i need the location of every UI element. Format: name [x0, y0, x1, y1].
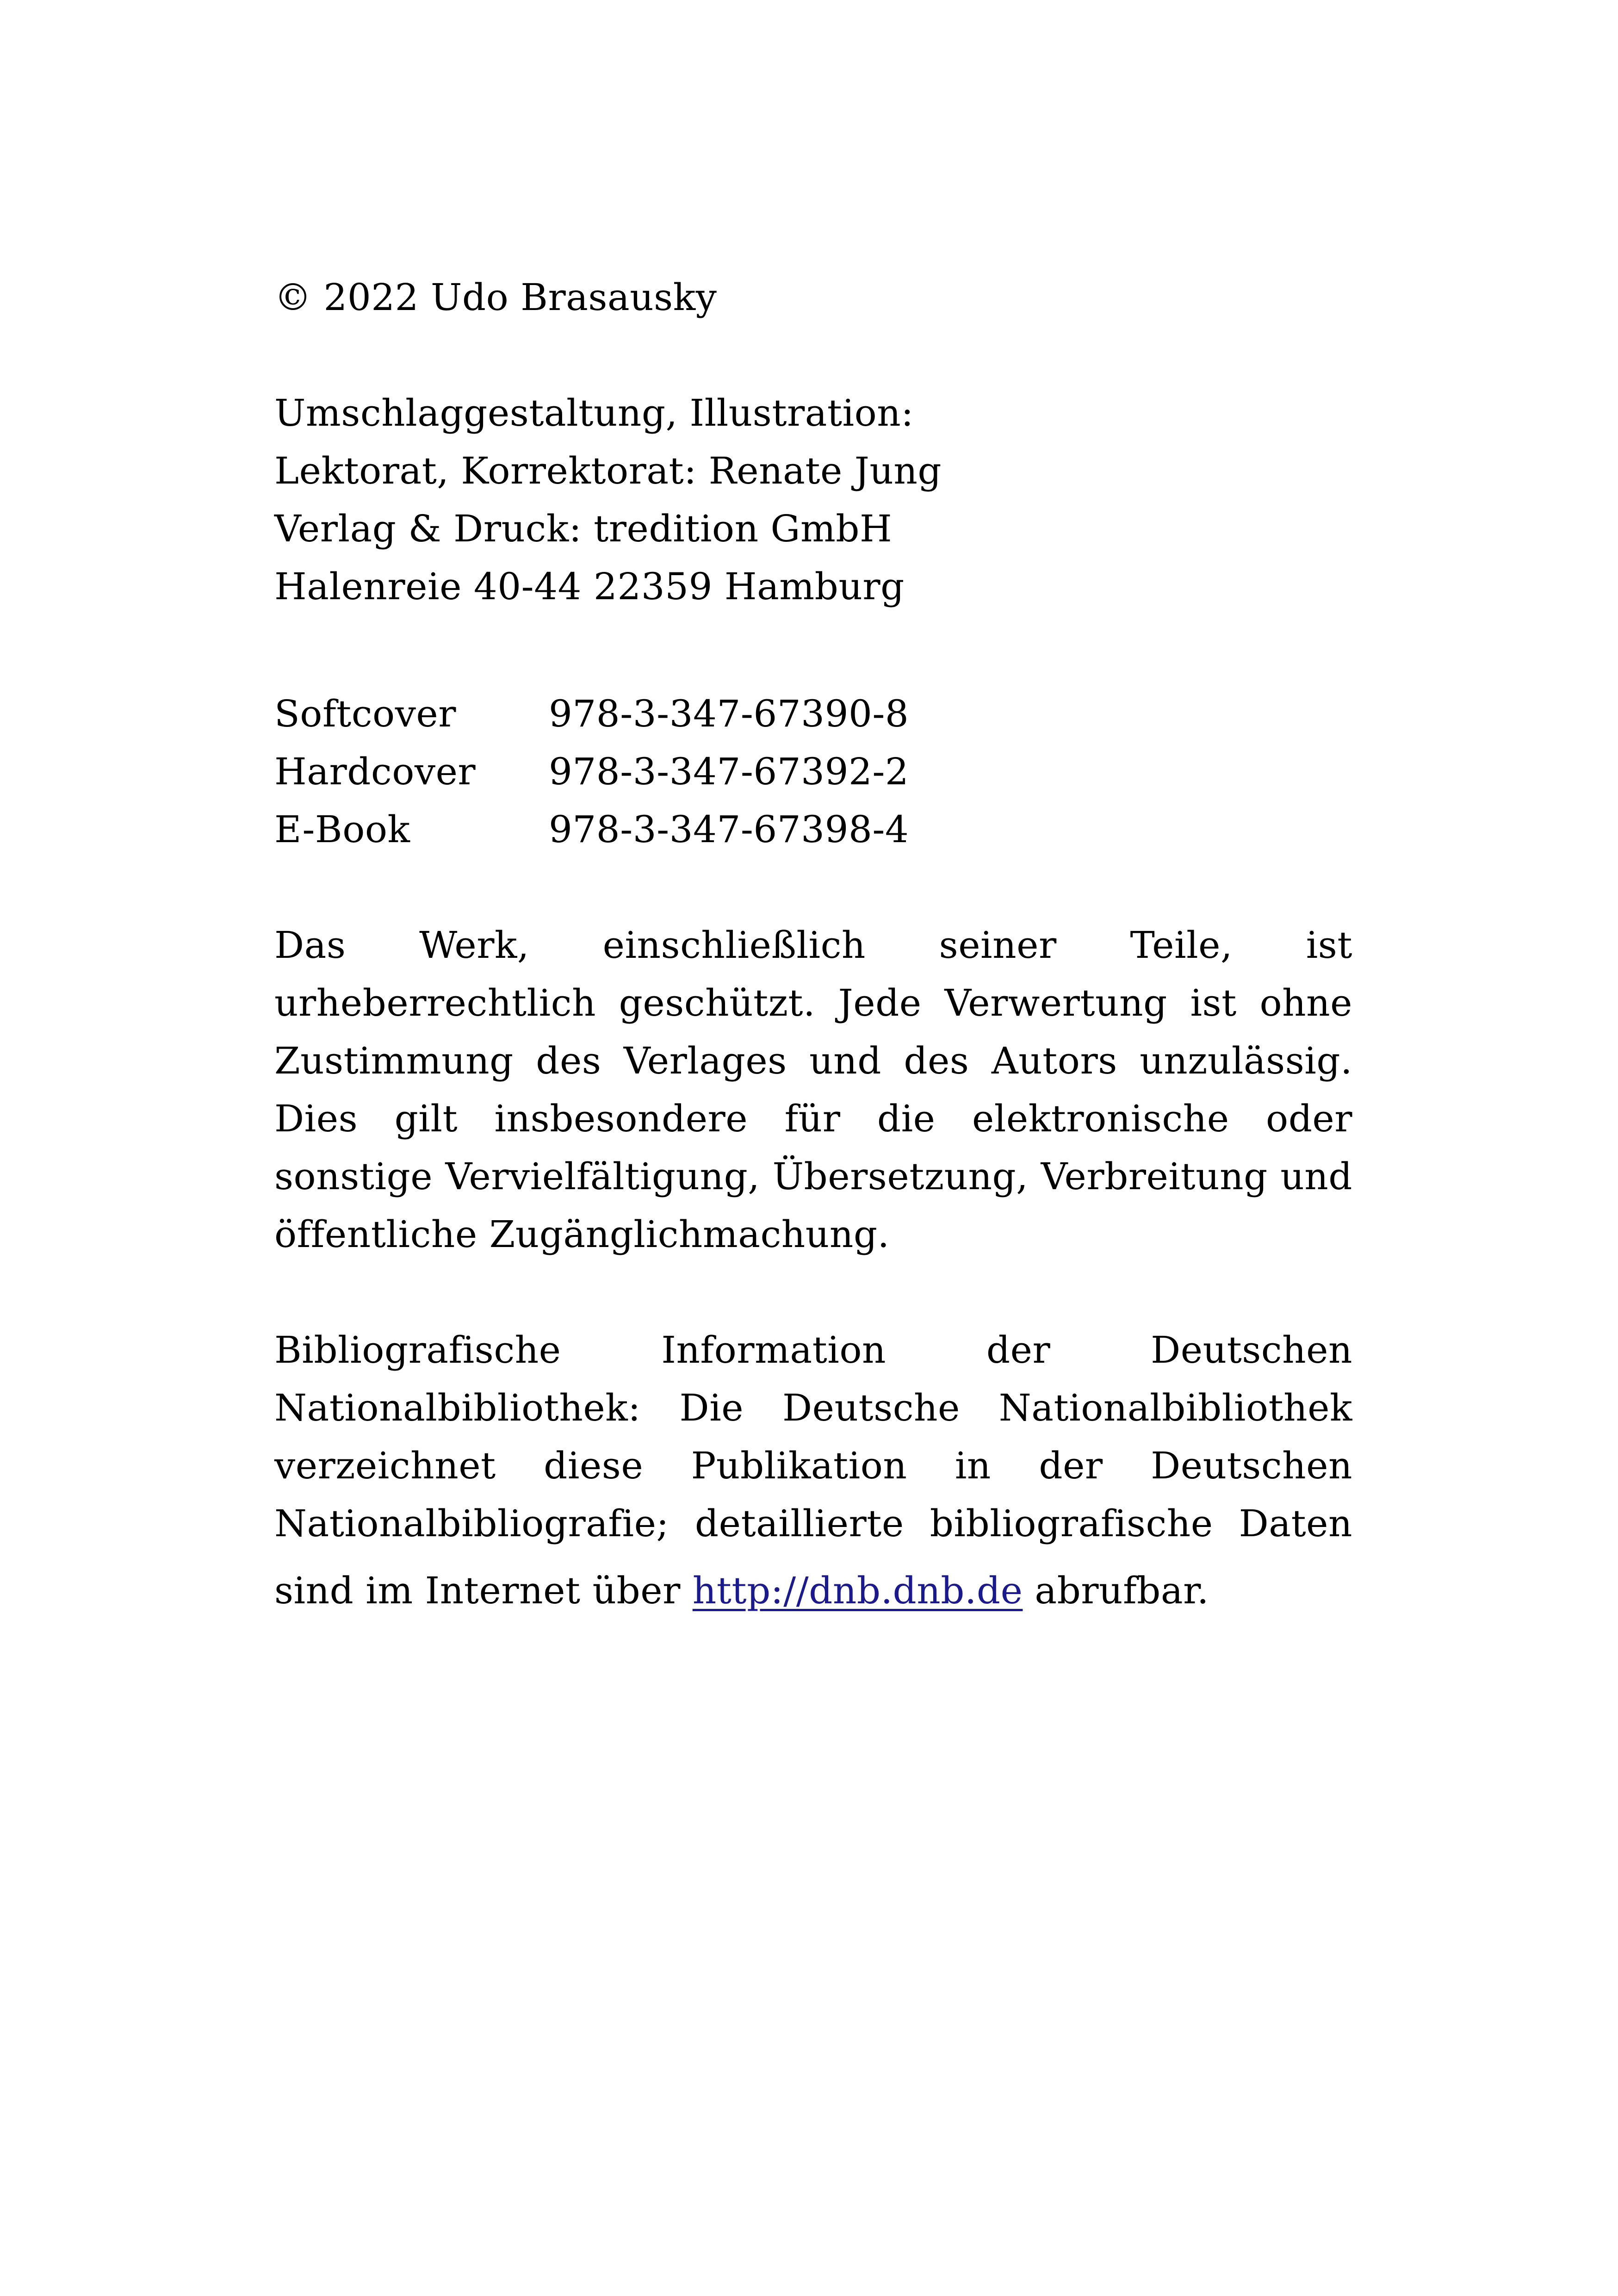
bibliographic-prefix: sind im Internet über [274, 1569, 681, 1612]
isbn-label: E-Book [274, 808, 410, 851]
isbn-row-ebook [274, 800, 1352, 858]
isbn-table [274, 685, 1352, 858]
imprint-page [274, 268, 1352, 1620]
isbn-label: Hardcover [274, 750, 476, 793]
credit-publisher: Verlag & Druck: tredition GmbH [274, 507, 893, 550]
bibliographic-information [274, 1321, 1352, 1620]
isbn-value: 978-3-347-67390-8 [549, 692, 909, 735]
copyright-notice: Das Werk, einschließlich seiner Teile, ist urheberrechtlich geschützt. Jede Verwertung ist ohne Zustimmung des Verlages und des Autors unzulässig. Dies gilt insbesondere für die elektronische oder sonstige Vervielfältigung, Übersetzung, Verbreitung und öffentliche Zugänglichmachung. [274, 924, 1352, 1256]
isbn-row-hardcover [274, 743, 1352, 800]
copyright-line: © 2022 Udo Brasausky [274, 276, 717, 319]
isbn-value: 978-3-347-67392-2 [549, 750, 909, 793]
credit-cover: Umschlaggestaltung, Illustration: [274, 391, 914, 434]
isbn-label: Softcover [274, 692, 456, 735]
isbn-value: 978-3-347-67398-4 [549, 808, 909, 851]
credit-address: Halenreie 40-44 22359 Hamburg [274, 565, 905, 608]
dnb-link[interactable]: http://dnb.dnb.de [692, 1569, 1023, 1612]
credits-block [274, 384, 1352, 615]
credit-editing: Lektorat, Korrektorat: Renate Jung [274, 449, 942, 492]
bibliographic-last-line [274, 1562, 1352, 1620]
bibliographic-suffix: abrufbar. [1035, 1569, 1209, 1612]
bibliographic-text: Bibliografische Information der Deutschen Nationalbibliothek: Die Deutsche Nationalbibliothek verzeichnet diese Publikation in der Deutschen Nationalbibliografie; detaillierte bibliografische Daten [274, 1328, 1352, 1545]
isbn-row-softcover [274, 685, 1352, 743]
